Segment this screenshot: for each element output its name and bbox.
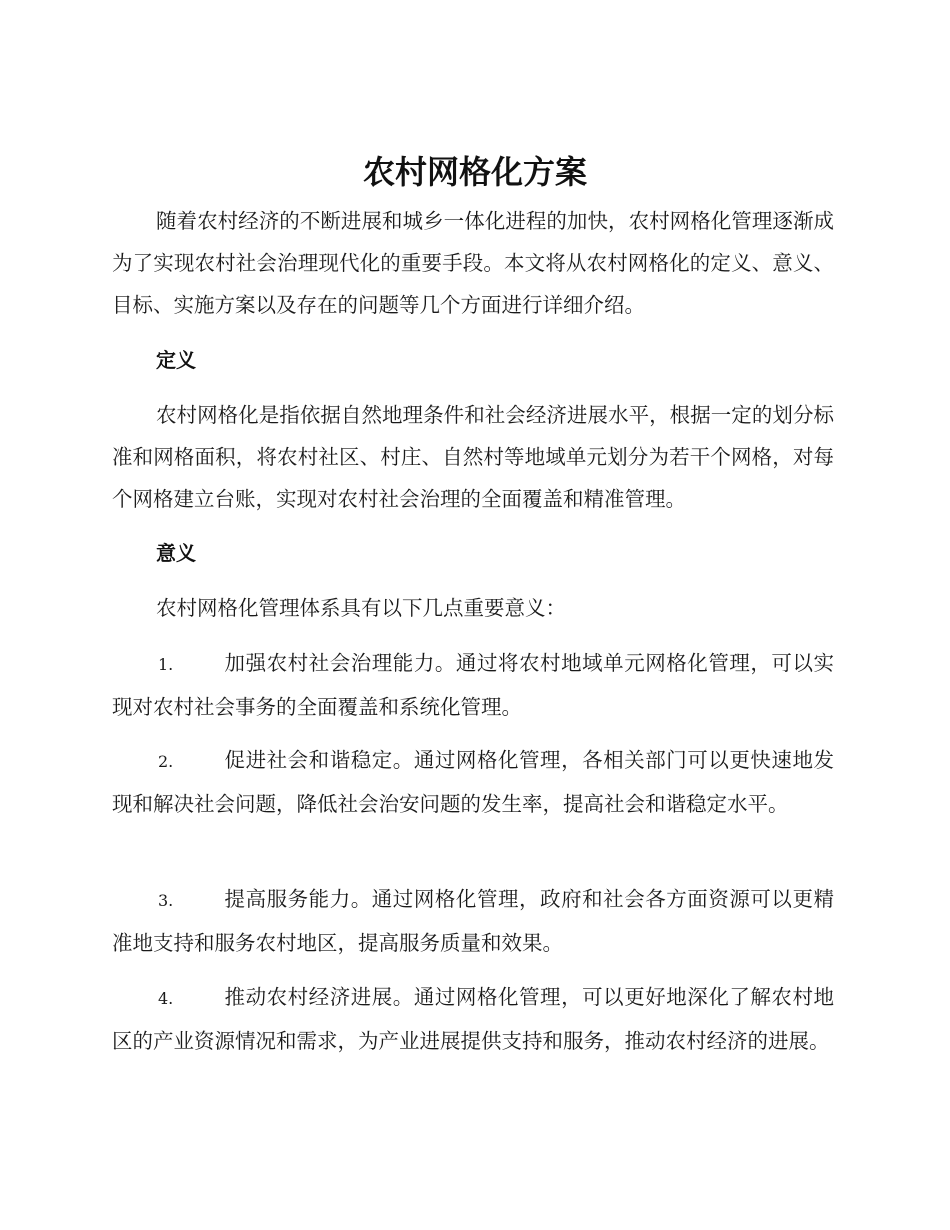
list-item-text: 加强农村社会治理能力。通过将农村地域单元网格化管理，可以实现对农村社会事务的全面覆盖和系统化管理。 — [112, 651, 834, 719]
list-item — [112, 878, 834, 964]
document-title: 农村网格化方案 — [362, 153, 587, 191]
intro-paragraph: 随着农村经济的不断进展和城乡一体化进程的加快，农村网格化管理逐渐成为了实现农村社会治理现代化的重要手段。本文将从农村网格化的定义、意义、目标、实施方案以及存在的问题等几个方面进行详细介绍。 — [112, 209, 834, 317]
list-item — [112, 642, 834, 728]
section-heading-significance: 意义 — [156, 541, 196, 565]
definition-paragraph: 农村网格化是指依据自然地理条件和社会经济进展水平，根据一定的划分标准和网格面积，将农村社区、村庄、自然村等地域单元划分为若干个网格，对每个网格建立台账，实现对农村社会治理的全面覆盖和精准管理。 — [112, 403, 834, 511]
list-item — [112, 976, 834, 1062]
list-item-number: 2. — [158, 752, 174, 771]
section-heading-definition: 定义 — [156, 348, 196, 372]
significance-intro-paragraph: 农村网格化管理体系具有以下几点重要意义： — [156, 596, 566, 620]
list-item-text: 提高服务能力。通过网格化管理，政府和社会各方面资源可以更精准地支持和服务农村地区，提高服务质量和效果。 — [112, 887, 834, 955]
list-item-number: 4. — [158, 989, 174, 1008]
list-item-text: 促进社会和谐稳定。通过网格化管理，各相关部门可以更快速地发现和解决社会问题，降低社会治安问题的发生率，提高社会和谐稳定水平。 — [112, 748, 834, 816]
list-item-number: 3. — [158, 891, 174, 910]
list-item-text: 推动农村经济进展。通过网格化管理，可以更好地深化了解农村地区的产业资源情况和需求，为产业进展提供支持和服务，推动农村经济的进展。 — [112, 985, 834, 1053]
list-item-number: 1. — [158, 655, 174, 674]
list-item — [112, 739, 834, 825]
